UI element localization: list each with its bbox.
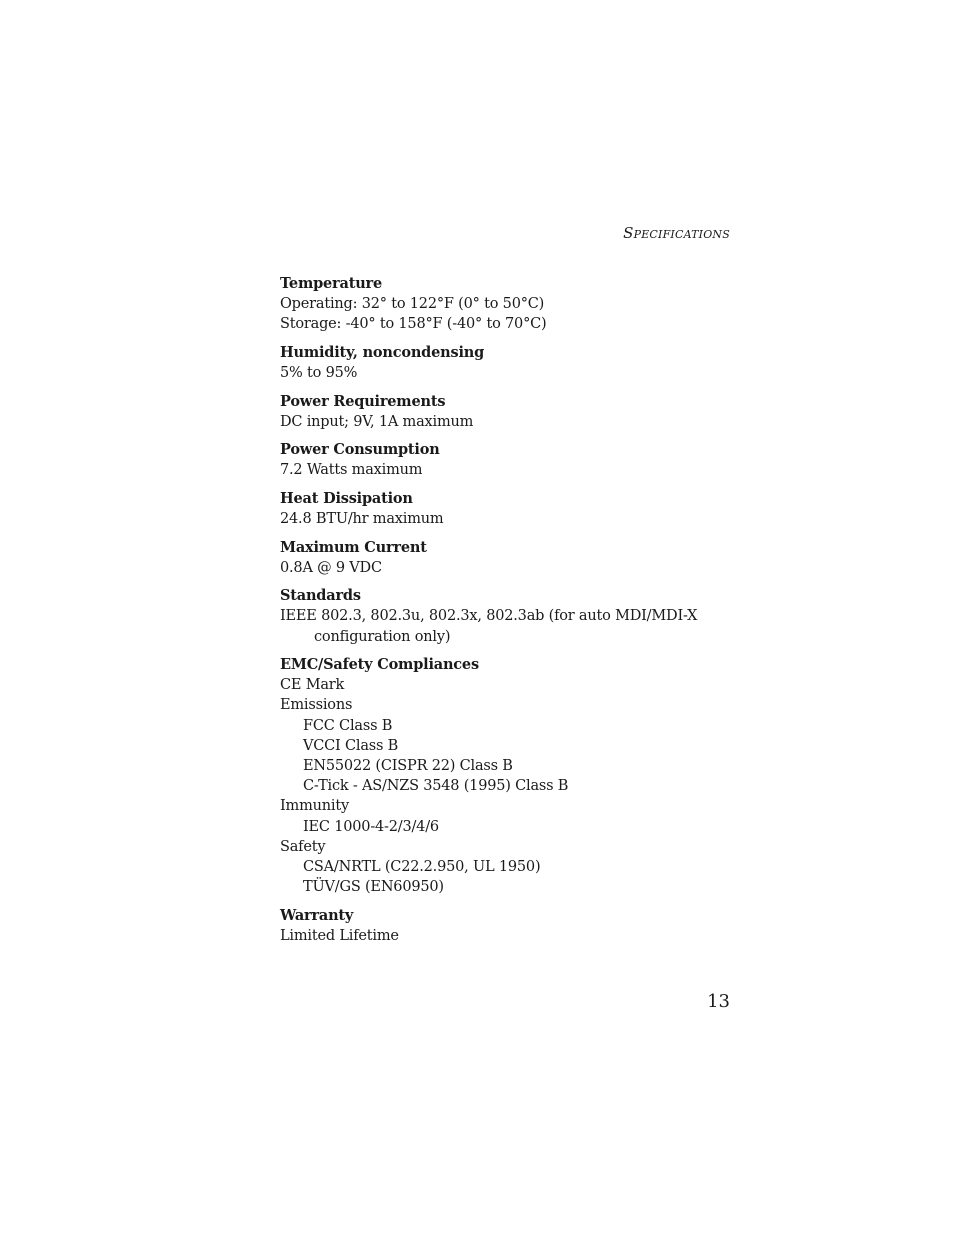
- spec-value: Limited Lifetime: [280, 927, 399, 944]
- spec-heading: Standards: [280, 587, 361, 605]
- spec-section: [280, 538, 740, 578]
- spec-value: 0.8A @ 9 VDC: [280, 559, 382, 576]
- spec-heading: Maximum Current: [280, 538, 427, 556]
- spec-heading: Warranty: [280, 906, 354, 924]
- spec-value: IEEE 802.3, 802.3u, 802.3x, 802.3ab (for auto MDI/MDI-X: [280, 608, 698, 625]
- spec-heading: Power Consumption: [280, 441, 440, 459]
- spec-value: 7.2 Watts maximum: [280, 462, 423, 479]
- spec-value: CSA/NRTL (C22.2.950, UL 1950): [303, 858, 541, 875]
- spec-value: VCCI Class B: [303, 737, 399, 754]
- spec-section: [280, 440, 740, 480]
- spec-heading: Temperature: [280, 275, 382, 292]
- spec-value: TÜV/GS (EN60950): [303, 879, 444, 896]
- spec-value: Storage: -40° to 158°F (-40° to 70°C): [280, 316, 547, 333]
- spec-heading: Humidity, noncondensing: [280, 343, 485, 361]
- spec-value: Immunity: [280, 798, 349, 815]
- spec-value: EN55022 (CISPR 22) Class B: [303, 757, 513, 774]
- spec-section: [280, 489, 740, 529]
- spec-value: Safety: [280, 838, 326, 855]
- spec-section: [280, 906, 740, 946]
- spec-section: [280, 274, 740, 334]
- spec-section: [280, 655, 740, 897]
- spec-value: 5% to 95%: [280, 364, 358, 381]
- spec-value: configuration only): [314, 628, 451, 645]
- spec-heading: Power Requirements: [280, 392, 446, 410]
- spec-value: IEC 1000-4-2/3/4/6: [303, 818, 439, 835]
- spec-value: C-Tick - AS/NZS 3548 (1995) Class B: [303, 778, 569, 795]
- spec-section: [280, 392, 740, 432]
- spec-value: DC input; 9V, 1A maximum: [280, 413, 474, 430]
- running-head: Specifications: [623, 224, 730, 242]
- spec-value: Emissions: [280, 697, 353, 714]
- spec-value: CE Mark: [280, 677, 345, 694]
- spec-value: FCC Class B: [303, 717, 393, 734]
- spec-value: 24.8 BTU/hr maximum: [280, 510, 444, 527]
- spec-value: Operating: 32° to 122°F (0° to 50°C): [280, 296, 545, 312]
- page-number: 13: [707, 991, 730, 1012]
- spec-list: [280, 274, 740, 954]
- spec-section: [280, 586, 740, 646]
- spec-heading: Heat Dissipation: [280, 489, 413, 507]
- spec-heading: EMC/Safety Compliances: [280, 656, 479, 674]
- spec-section: [280, 343, 740, 383]
